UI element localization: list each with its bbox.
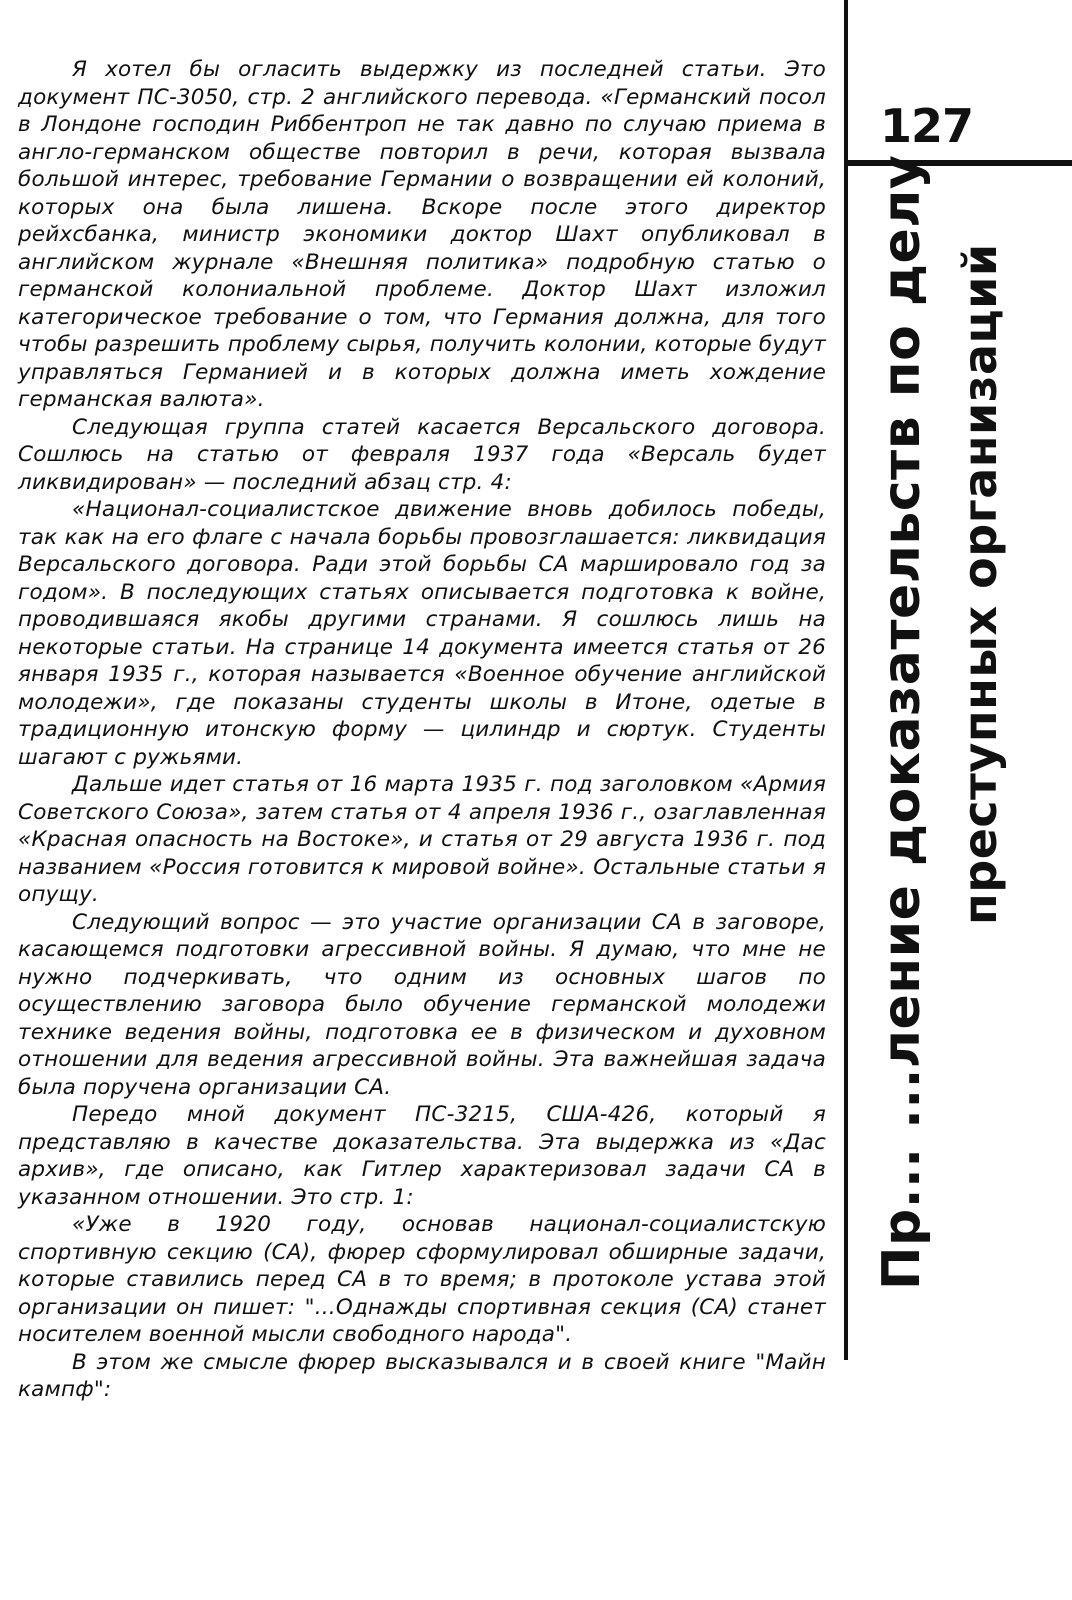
page-number: 127: [880, 99, 974, 153]
running-title-line-1: Пр... ...ление доказательств по делу: [872, 154, 932, 1290]
paragraph: «Уже в 1920 году, основав национал-социалистскую спортивную секцию (СА), фюрер сформулировал обширные задачи, которые ставились перед СА в то время; в протоколе устава этой организации он пишет: "...Однажды спортивная секция (СА) станет носителем военной мысли свободного народа".: [18, 1212, 826, 1347]
vertical-margin-rule: [844, 0, 848, 1360]
paragraph: «Национал-социалистское движение вновь добилось победы, так как на его флаге с начала борьбы провозглашается: ликвидация Версальского договора. Ради этой борьбы СА маршировало год за годом». В последующих статьях описывается подготовка к войне, проводившаяся якобы другими странами. Я сошлюсь лишь на некоторые статьи. На странице 14 документа имеется статья от 26 января 1935 г., которая называется «Военное обучение английской молодежи», где показаны студенты школы в Итоне, одетые в традиционную итонскую форму — цилиндр и сюртук. Студенты шагают с ружьями.: [18, 497, 826, 770]
paragraph: Передо мной документ ПС-3215, США-426, который я представляю в качестве доказательства. Эта выдержка из «Дас архив», где описано, как Гитлер характеризовал задачи СА в указанном отношении. Это стр. 1:: [18, 1102, 826, 1210]
paragraph: Следующий вопрос — это участие организации СА в заговоре, касающемся подготовки агрессивной войны. Я думаю, что мне не нужно подчеркивать, что одним из основных шагов по осуществлению заговора было обучение германской молодежи технике ведения войны, подготовка ее в физическом и духовном отношении для ведения агрессивной войны. Эта важнейшая задача была поручена организации СА.: [18, 909, 826, 1100]
paragraph: Дальше идет статья от 16 марта 1935 г. под заголовком «Армия Советского Союза», затем статья от 4 апреля 1936 г., озаглавленная «Красная опасность на Востоке», и статья от 29 августа 1936 г. под названием «Россия готовится к мировой войне». Остальные статьи я опущу.: [18, 772, 826, 907]
running-title: [872, 154, 1058, 1290]
paragraph: В этом же смысле фюрер высказывался и в своей книге "Майн кампф":: [18, 1349, 826, 1402]
paragraph: Я хотел бы огласить выдержку из последней статьи. Это документ ПС-3050, стр. 2 английского перевода. «Германский посол в Лондоне господин Риббентроп не так давно по случаю приема в англо-германском обществе повторил в речи, которая вызвала большой интерес, требование Германии о возвращении ей колоний, которых она была лишена. Вскоре после этого директор рейхсбанка, министр экономики доктор Шахт опубликовал в английском журнале «Внешняя политика» подробную статью о германской колониальной проблеме. Доктор Шахт изложил категорическое требование о том, что Германия должна, для того чтобы разрешить проблему сырья, получить колонии, которые будут управляться Германией и в которых должна иметь хождение германская валюта».: [18, 57, 826, 412]
paragraph: Следующая группа статей касается Версальского договора. Сошлюсь на статью от февраля 1937 года «Версаль будет ликвидирован» — последний абзац стр. 4:: [18, 414, 826, 495]
body-text: [18, 56, 826, 1404]
running-title-line-2: преступных организаций: [953, 243, 1007, 925]
